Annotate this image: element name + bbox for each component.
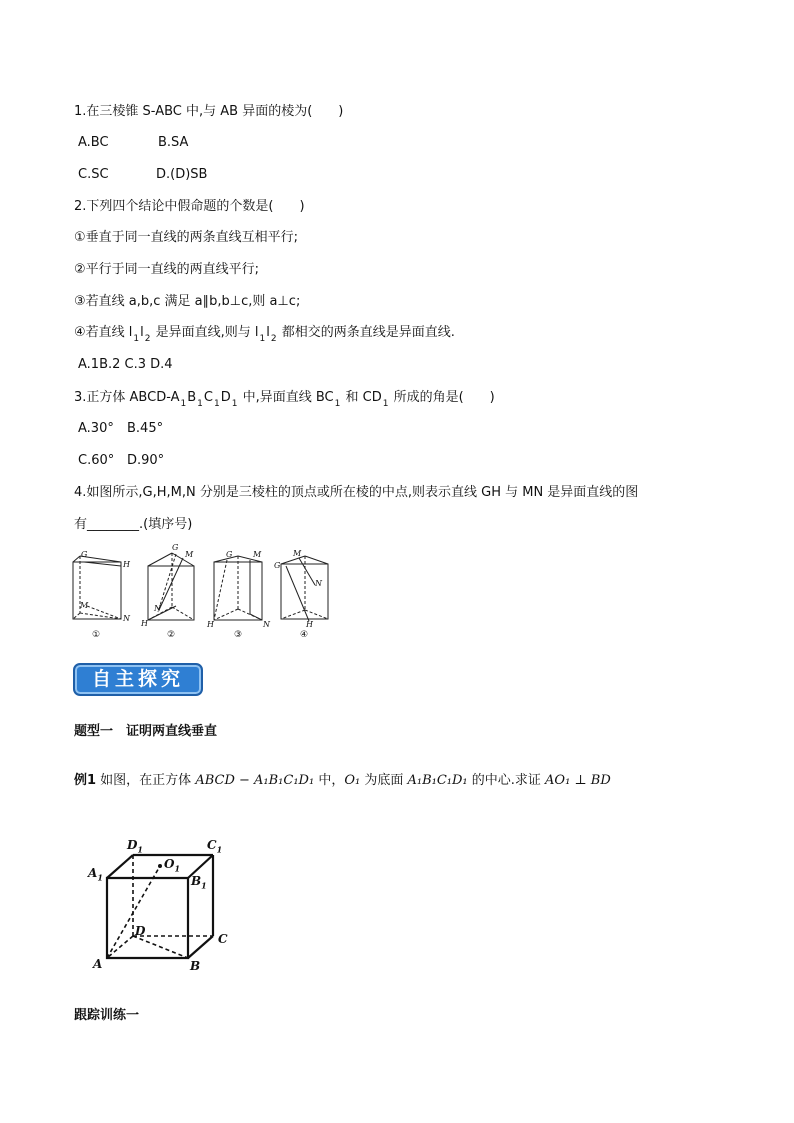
q1-option-d: D.(D)SB [156, 167, 208, 182]
q2-options: A.1B.2 C.3 D.4 [78, 357, 173, 372]
follow-up-title: 跟踪训练一 [74, 1008, 140, 1023]
cube-label-b: B [190, 959, 201, 973]
fig4-label-n: N [315, 579, 322, 588]
fig1-label-g: G [81, 550, 88, 559]
fig4-label-h: H [306, 620, 313, 629]
fig-number-2: ② [167, 630, 176, 640]
fig2-label-m: M [185, 550, 194, 559]
fig2-label-n: N [154, 604, 161, 613]
q4-stem-line-1: 4.如图所示,G,H,M,N 分别是三棱柱的顶点或所在棱的中点,则表示直线 GH 与 MN 是异面直线的图 [74, 485, 639, 500]
q2-statement-2: ②平行于同一直线的两直线平行; [74, 262, 260, 277]
fig1-label-n: N [123, 614, 130, 623]
q1-option-c: C.SC [78, 167, 109, 182]
q2-statement-1: ①垂直于同一直线的两条直线互相平行; [74, 230, 299, 245]
fig2-label-g: G [172, 543, 179, 552]
fig4-label-m: M [293, 549, 302, 558]
cube-label-a1: $A_1$ [88, 866, 103, 883]
q3-option-d: D.90° [127, 453, 165, 468]
example-1: 例1 如图，在正方体 ABCD − A₁B₁C₁D₁ 中，O₁ 为底面 A₁B₁C₁D₁ 的中心.求证 AO₁ ⊥ BD [74, 773, 611, 788]
fig2-label-h: H [141, 619, 148, 628]
fig3-label-g: G [226, 550, 233, 559]
q3-option-b: B.45° [127, 421, 164, 436]
cube-label-a: A [93, 957, 103, 971]
q3-stem: 3.正方体 ABCD-$A_1B_1C_1D_1$ 中,异面直线 $BC_1$ 和 $CD_1$ 所成的角是( ) [74, 390, 495, 409]
fig-number-1: ① [92, 630, 101, 640]
fig3-label-m: M [253, 550, 262, 559]
cube-label-o1: $O_1$ [164, 857, 181, 874]
cube-label-d: D [135, 924, 146, 938]
cube-label-b1: $B_1$ [191, 874, 207, 891]
fig3-label-h: H [207, 620, 214, 629]
cube-label-d1: $D_1$ [127, 838, 143, 855]
fig4-label-g: G [274, 561, 281, 570]
q2-statement-3: ③若直线 a,b,c 满足 a∥b,b⊥c,则 a⊥c; [74, 294, 301, 309]
q3-option-c: C.60° [78, 453, 115, 468]
cube-label-c1: $C_1$ [207, 838, 223, 855]
section-banner: 自主探究 [73, 663, 203, 696]
fig-number-4: ④ [300, 630, 309, 640]
section-title: 题型一 证明两直线垂直 [74, 724, 218, 739]
q1-stem: 1.在三棱锥 S-ABC 中,与 AB 异面的棱为( ) [74, 104, 344, 119]
q1-option-a: A.BC [78, 135, 109, 150]
q4-stem-line-2: 有________.(填序号) [74, 517, 193, 532]
fig1-label-m: M [80, 601, 89, 610]
q1-option-b: B.SA [158, 135, 189, 150]
cube-label-c: C [218, 932, 228, 946]
q3-option-a: A.30° [78, 421, 114, 436]
fig-number-3: ③ [234, 630, 243, 640]
fig1-label-h: H [123, 560, 130, 569]
fig3-label-n: N [263, 620, 270, 629]
q2-statement-4: ④若直线 $l_1l_2$ 是异面直线,则与 $l_1l_2$ 都相交的两条直线是异面直线. [74, 325, 455, 344]
q2-stem: 2.下列四个结论中假命题的个数是( ) [74, 199, 305, 214]
